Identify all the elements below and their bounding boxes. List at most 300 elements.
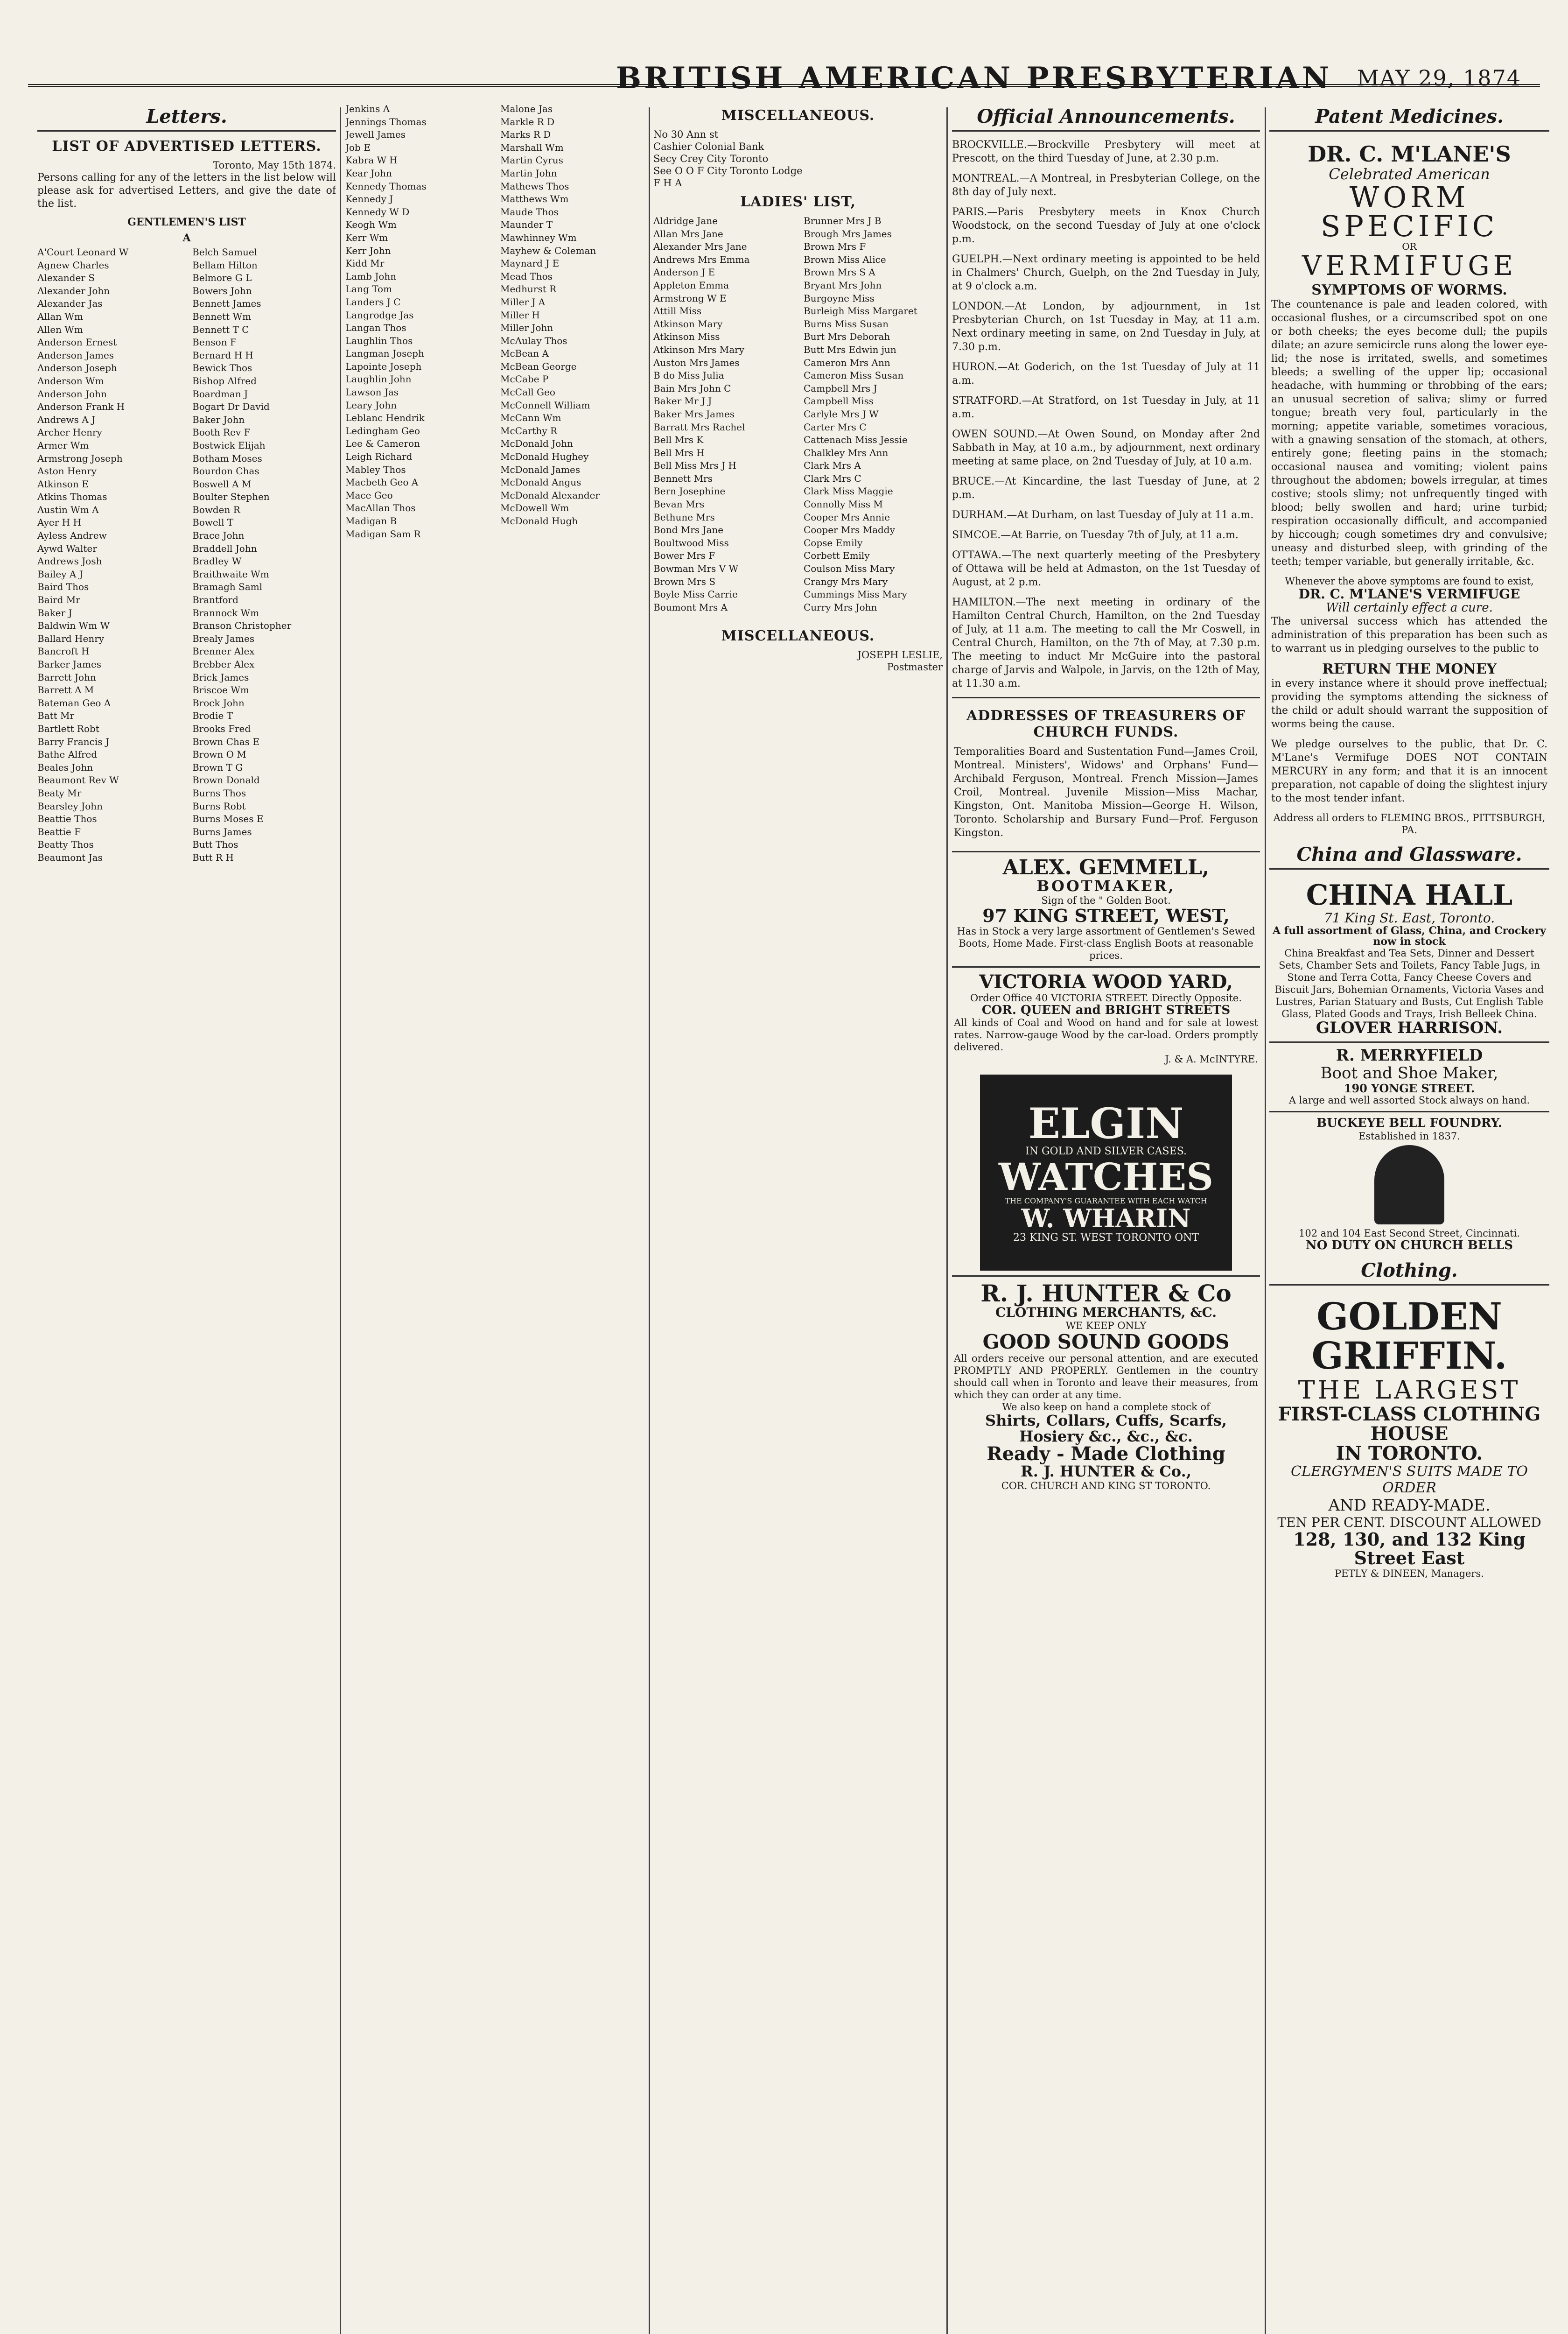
list-item: Kerr John [345,245,391,256]
list-item: Burgoyne Miss [804,292,875,304]
china-hall-ad [1269,876,1549,1041]
list-item: Attill Miss [653,305,702,317]
list-item: Armstrong W E [653,292,727,304]
list-item: Laughlin John [345,373,412,385]
list-item: F H A [653,177,682,189]
list-item: Anderson Wm [37,375,104,387]
list-item: Bathe Alfred [37,749,98,760]
list-item: Maynard J E [500,258,560,269]
mclane-verm: VERMIFUGE [1302,250,1517,282]
griffin-line-1: GOLDEN [1316,1294,1502,1339]
mclane-return: RETURN THE MONEY [1322,661,1497,678]
list-item: Mace Geo [345,489,393,501]
list-item: Lang Tom [345,283,392,295]
hunter-sub: CLOTHING MERCHANTS, &C. [995,1305,1217,1321]
list-item: Barrett John [37,671,96,683]
list-item: Ballard Henry [37,633,105,644]
list-item: Brebber Alex [192,659,255,670]
list-item: PARIS.—Paris Presbytery meets in Knox Church Woodstock, on the second Tuesday of July at one o'clock p.m. [952,206,1260,245]
list-item: Kerr Wm [345,232,388,243]
list-item: Anderson James [37,349,114,361]
list-item: Bethune Mrs [653,511,715,523]
list-item: Booth Rev F [192,427,251,438]
list-item: Boardman J [192,388,248,400]
list-item: Mead Thos [500,270,553,282]
list-item: McBean A [500,348,549,359]
list-item: Bancroft H [37,646,90,657]
list-item: Mawhinney Wm [500,232,577,243]
list-item: Brock John [192,697,245,709]
list-item: Alexander Mrs Jane [653,241,747,253]
list-item: No 30 Ann st [653,129,719,140]
gemmell-address: 97 KING STREET, WEST, [982,905,1230,926]
hunter-ad [952,1275,1260,1497]
merryfield-desc: A large and well assorted Stock always on hand. [1288,1095,1530,1106]
hunter-by: R. J. HUNTER & Co., [1021,1462,1191,1481]
list-item: Malone Jas [500,103,553,114]
list-item: Leary John [345,399,397,411]
list-item: Brannock Wm [192,607,259,619]
list-item: Bain Mrs John C [653,382,731,394]
list-item: Langman Joseph [345,348,424,359]
list-item: HAMILTON.—The next meeting in ordinary of the Hamilton Central Church, Hamilton, on the 2nd Tuesday of July, at 11 a.m. The meeting to call the Mr Coswell, in Central Church, Hamilton, on the 7th of May, at 7.30 p.m. The meeting to induct Mr McGuire into the pastoral charge of Jarvis and Walpole, in Jarvis, on the 12th of May, at 11.30 a.m. [952,597,1260,689]
watch-line-2: IN GOLD AND SILVER CASES. [1025,1146,1187,1158]
list-item: Maunder T [500,219,553,231]
list-item: Beaty Mr [37,787,82,799]
list-item: Boumont Mrs A [653,601,728,613]
list-item: Coulson Miss Mary [804,563,895,575]
list-item: Barratt Mrs Rachel [653,421,745,433]
list-item: Cooper Mrs Annie [804,511,890,523]
mclane-or: OR [1402,241,1417,253]
list-item: Atkinson Miss [653,331,720,343]
list-item: Boulter Stephen [192,491,270,503]
list-item: Brown Mrs S A [804,267,875,278]
list-item: Ayless Andrew [37,530,107,541]
list-item: Brodie T [192,710,233,722]
hunter-good: GOOD SOUND GOODS [982,1330,1230,1353]
bell-established: Established in 1837. [1358,1130,1460,1142]
buckeye-bell-ad [1269,1111,1549,1257]
list-item: McCann Wm [500,412,561,424]
list-item: Connolly Miss M [804,499,883,510]
list-item: McCall Geo [500,387,555,398]
misc-head: MISCELLANEOUS. [721,107,875,124]
gemmell-ad [952,851,1260,966]
list-item: Beaumont Rev W [37,774,119,786]
list-item: Benson F [192,337,237,348]
elgin-watches-ad [980,1075,1232,1271]
list-item: Marshall Wm [500,141,564,153]
list-item: Atkinson E [37,478,89,490]
list-item: Lamb John [345,270,397,282]
list-item: Martin John [500,167,557,179]
watch-line-3: WATCHES [999,1155,1213,1199]
list-item: Butt Thos [192,839,238,851]
treasurers-text: Temporalities Board and Sustentation Fund—James Croil, Montreal. Ministers', Widows' and Orphans' Fund—Archibald Ferguson, Montreal. French Mission—James Croil, Montreal. Juvenile Mission—Miss Machar, Kingston, Ont. Manitoba Mission—George H. Wilson, Toronto. Scholarship and Bursary Fund—Prof. Ferguson Kingston. [954,746,1258,839]
list-item: Atkinson Mrs Mary [653,344,744,355]
list-item: Anderson Joseph [37,362,117,374]
list-item: Markle R D [500,116,555,127]
mclane-pledge: We pledge ourselves to the public, that Dr. C. M'Lane's Vermifuge DOES NOT CONTAIN MERCURY in any form; and that it is an innocent preparation, not capable of doing the slightest injury to the most tender infant. [1271,738,1547,804]
list-item: Aldridge Jane [653,215,718,226]
list-item: Bailey A J [37,568,83,580]
mclane-universal: The universal success which has attended the administration of this preparation has been such as to warrant us in pledging ourselves to the public to [1271,616,1547,655]
list-item: Andrews Mrs Emma [653,253,750,265]
hunter-desc: All orders receive our personal attention, and are executed PROMPTLY AND PROPERLY. Gentlemen in the country should call when in Toronto and leave their measures, from which they can order at any time. [954,1352,1258,1400]
list-item: Cameron Mrs Ann [804,357,890,368]
list-item: Lee & Cameron [345,438,420,450]
griffin-line-3: THE LARGEST [1298,1375,1521,1405]
gemmell-desc: Has in Stock a very large assortment of Gentlemen's Sewed Boots, Home Made. First-class English Boots at reasonable prices. [957,925,1255,961]
mclane-name: DR. C. M'LANE'S [1308,141,1511,167]
list-item: Anderson John [37,388,107,400]
list-item: Kennedy J [345,193,393,205]
list-item: Alexander Jas [37,298,103,309]
list-item: Clark Mrs A [804,460,861,471]
list-item: Marks R D [500,129,551,141]
griffin-line-7: AND READY-MADE. [1328,1496,1491,1515]
list-item: Bourdon Chas [192,465,259,477]
list-item: McDowell Wm [500,502,569,514]
postmaster-signature: JOSEPH LESLIE, [857,649,943,661]
list-item: Chalkley Mrs Ann [804,447,889,458]
list-item: McCarthy R [500,425,558,436]
list-item: McConnell William [500,399,590,411]
list-item: Brown Mrs F [804,241,866,253]
list-item: Madigan Sam R [345,528,421,540]
china-name: CHINA HALL [1306,879,1513,912]
list-item: Cooper Mrs Maddy [804,524,895,536]
china-signature: GLOVER HARRISON. [1316,1018,1503,1037]
list-item: LONDON.—At London, by adjournment, in 1st Presbyterian Church, on 1st Tuesday in May, at 11 a.m. Next ordinary meeting in same, on 2nd Tuesday in July, at 7.30 p.m. [952,301,1260,353]
misc-list [653,128,943,189]
list-item: Mabley Thos [345,464,406,475]
list-item: Bell Miss Mrs J H [653,460,736,471]
wood-name: VICTORIA WOOD YARD, [979,970,1233,993]
list-item: Belmore G L [192,272,252,284]
list-item: Brealy James [192,633,255,644]
list-item: Baker John [192,414,245,425]
list-item: MONTREAL.—A Montreal, in Presbyterian College, on the 8th day of July next. [952,173,1260,198]
list-item: Burns Miss Susan [804,318,889,330]
list-item: McDonald James [500,464,581,475]
column-names-3 [653,103,943,2334]
list-item: Briscoe Wm [192,684,249,696]
list-item: Bell Mrs K [653,434,704,446]
list-item: Jewell James [345,129,406,141]
list-item: Agnew Charles [37,259,109,271]
list-item: See O O F City Toronto Lodge [653,165,803,176]
griffin-line-10: PETLY & DINEEN, Managers. [1335,1568,1484,1579]
list-item: Batt Mr [37,710,75,722]
griffin-line-8: TEN PER CENT. DISCOUNT ALLOWED [1277,1515,1541,1531]
list-item: Botham Moses [192,452,262,464]
list-item: Alexander S [37,272,95,284]
list-item: Baker Mrs James [653,408,735,420]
list-item: Anderson Frank H [37,401,125,413]
list-item: Bond Mrs Jane [653,524,724,536]
list-item: Bostwick Elijah [192,439,266,451]
names-list [37,246,336,865]
list-item: Armstrong Joseph [37,452,123,464]
list-item: DURHAM.—At Durham, on last Tuesday of July at 11 a.m. [952,509,1254,521]
list-item: Bateman Geo A [37,697,111,709]
list-item: Bewick Thos [192,362,252,374]
list-item: Copse Emily [804,537,863,548]
merryfield-address: 190 YONGE STREET. [1344,1082,1475,1096]
merryfield-ad [1269,1041,1549,1111]
list-item: Carter Mrs C [804,421,867,433]
list-item: Beattie Thos [37,813,97,825]
notices-list [952,138,1260,690]
list-item: Kennedy W D [345,206,410,218]
hunter-also: We also keep on hand a complete stock of [1002,1401,1210,1413]
griffin-line-9: 128, 130, and 132 King Street East [1293,1529,1526,1568]
list-item: Anderson Ernest [37,337,117,348]
list-item: Lawson Jas [345,387,399,398]
list-item: Boswell A M [192,478,252,490]
list-item: Kabra W H [345,155,398,166]
list-item: Kear John [345,167,392,179]
list-item: McDonald Hughey [500,451,589,463]
list-item: Brough Mrs James [804,228,892,239]
merryfield-name: R. MERRYFIELD [1336,1046,1483,1065]
list-item: Brown T G [192,761,243,773]
list-item: OTTAWA.—The next quarterly meeting of the Presbytery of Ottawa will be held at Admaston, on the 1st Tuesday of August, at 2 p.m. [952,549,1260,588]
list-item: Belch Samuel [192,246,258,258]
list-item: Beales John [37,761,93,773]
wood-signature: J. & A. McINTYRE. [1165,1053,1258,1065]
masthead-date: MAY 29, 1874 [1357,65,1521,91]
section-head-china: China and Glassware. [1269,844,1549,870]
list-item: Laughlin Thos [345,335,413,346]
watch-line-4: THE COMPANY'S GUARANTEE WITH EACH WATCH [1005,1196,1207,1206]
list-item: Bowell T [192,517,234,528]
list-item: Bevan Mrs [653,499,705,510]
list-item: Clark Miss Maggie [804,485,893,497]
list-item: Bennett Wm [192,310,252,322]
column-announcements [952,103,1260,2334]
bell-duty: NO DUTY ON CHURCH BELLS [1305,1238,1513,1252]
merryfield-trade: Boot and Shoe Maker, [1320,1064,1498,1083]
griffin-line-4: FIRST-CLASS CLOTHING HOUSE [1278,1403,1541,1445]
list-item: Miller J A [500,296,546,308]
mclane-worm: WORM SPECIFIC [1320,180,1498,244]
list-item: Brick James [192,671,249,683]
list-item: Ledingham Geo [345,425,420,436]
wood-corner: COR. QUEEN and BRIGHT STREETS [981,1003,1231,1017]
letters-subhead: LIST OF ADVERTISED LETTERS. [52,138,322,155]
list-item: Macbeth Geo A [345,477,419,488]
list-item: Appleton Emma [653,279,729,291]
list-item: Martin Cyrus [500,155,563,166]
list-item: Leblanc Hendrik [345,412,425,424]
list-item: Brown Chas E [192,736,259,747]
list-item: Burleigh Miss Margaret [804,305,917,317]
list-item: Beatty Thos [37,839,94,851]
list-item: Branson Christopher [192,620,292,632]
list-item: Brown Miss Alice [804,253,886,265]
wood-yard-ad [952,966,1260,1070]
gentlemen-list-head: GENTLEMEN'S LIST [127,216,246,228]
list-item: Madigan B [345,515,397,527]
list-item: Bernard H H [192,349,253,361]
list-item: Bern Josephine [653,485,726,497]
ladies-list-head: LADIES' LIST, [740,194,856,210]
list-item: Bower Mrs F [653,550,715,562]
list-item: Bartlett Robt [37,723,99,734]
mclane-ad [1269,138,1549,841]
hunter-shirts: Shirts, Collars, Cuffs, Scarfs, Hosiery &c., &c., &c. [985,1411,1227,1445]
list-item: Jennings Thomas [345,116,427,127]
gemmell-sign: Sign of the " Golden Boot. [1041,894,1171,906]
list-item: Medhurst R [500,283,557,295]
list-item: Aston Henry [37,465,97,477]
list-item: Boyle Miss Carrie [653,589,738,600]
wood-desc: All kinds of Coal and Wood on hand and for sale at lowest rates. Narrow-gauge Wood by the car-load. Orders promptly delivered. [954,1017,1258,1053]
list-item: Campbell Mrs J [804,382,877,394]
list-item: Austin Wm A [37,504,99,515]
list-item: Braddell John [192,542,257,554]
list-item: Butt Mrs Edwin jun [804,344,896,355]
mclane-will: DR. C. M'LANE'S VERMIFUGE [1298,586,1520,602]
list-item: Burt Mrs Deborah [804,331,890,343]
list-item: BRUCE.—At Kincardine, the last Tuesday of June, at 2 p.m. [952,476,1260,501]
list-item: Lapointe Joseph [345,360,422,372]
list-item: Jenkins A [345,103,390,114]
list-item: Bennett T C [192,323,249,335]
list-item: Beattie F [37,826,81,837]
list-item: Keogh Wm [345,219,397,231]
list-item: STRATFORD.—At Stratford, on 1st Tuesday in July, at 11 a.m. [952,395,1260,420]
list-item: Curry Mrs John [804,601,877,613]
postmaster-title: Postmaster [887,661,943,673]
list-item: Miller H [500,309,540,321]
list-item: Brown Donald [192,774,260,786]
list-item: Bramagh Saml [192,581,263,593]
list-item: Boultwood Miss [653,537,729,548]
mclane-every: in every instance where it should prove ineffectual; providing the symptoms attending the sickness of the child or adult should warrant the supposition of worms being the cause. [1271,677,1547,730]
section-head-letters: Letters. [37,105,336,132]
list-item: Barker James [37,659,102,670]
list-item: Cashier Colonial Bank [653,141,764,152]
list-item: Burns Thos [192,787,246,799]
list-item: Allen Wm [37,323,83,335]
list-item: Burns James [192,826,252,837]
list-item: Brenner Alex [192,646,255,657]
list-item: Mathews Thos [500,180,569,192]
mclane-text: The countenance is pale and leaden colored, with occasional flushes, or a circumscribed spot on one or both cheeks; the eyes become dull; the pupils dilate; an azure semicircle runs along the lower eye-lid; the nose is irritated, swells, and sometimes bleeds; a swelling of the upper lip; occasional headache, with humming or throbbing of the ears; an unusual secretion of saliva; slimy or furred tongue; breath very foul, particularly in the morning; appetite variable, sometimes voracious, with a gnawing sensation of the stomach, at others, entirely gone; fleeting pains in the stomach; occasional nausea and vomiting; violent pains throughout the abdomen; bowels irregular, at times costive; stools slimy; not unfrequently tinged with blood; belly swollen and hard; urine turbid; respiration occasionally difficult, and accompanied by hiccough; cough sometimes dry and convulsive; uneasy and disturbed sleep, with grinding of the teeth; temper variable, but generally irritable, &c. [1271,298,1547,568]
mclane-whenever: Whenever the above symptoms are found to exist, [1285,575,1534,587]
china-items: China Breakfast and Tea Sets, Dinner and Dessert Sets, Chamber Sets and Toilets, Fancy Table Jugs, in Stone and Terra Cotta, Fancy Cheese Covers and Biscuit Jars, Bohemian Ornaments, Victoria Vases and Lustres, Parian Statuary and Busts, Cut English Table Glass, Plated Goods and Trays, Irish Belleek China. [1274,947,1544,1019]
list-item: McDonald Angus [500,477,581,488]
list-item: Carlyle Mrs J W [804,408,879,420]
names-list [345,103,644,541]
griffin-line-2: GRIFFIN. [1311,1334,1507,1378]
list-item: Braithwaite Wm [192,568,269,580]
watch-line-5: W. WHARIN [1021,1203,1191,1234]
treasurers-ad [952,697,1260,851]
list-item: McBean George [500,360,577,372]
list-item: Bowden R [192,504,240,515]
list-item: Beaumont Jas [37,851,103,863]
list-item: Aywd Walter [37,542,97,554]
list-item: Baird Mr [37,594,80,606]
list-item: OWEN SOUND.—At Owen Sound, on Monday after 2nd Sabbath in May, at 10 a.m., by adjournment, next ordinary meeting at same place, on 2nd Tuesday of July, at 10 a.m. [952,429,1260,467]
list-item: Cameron Miss Susan [804,370,904,381]
list-item: Auston Mrs James [653,357,740,368]
golden-griffin-ad [1269,1292,1549,1584]
list-item: Bowman Mrs V W [653,563,739,575]
list-item: Cattenach Miss Jessie [804,434,908,446]
list-item: Baldwin Wm W [37,620,110,632]
list-item: Langrodge Jas [345,309,414,321]
list-item: Bell Mrs H [653,447,705,458]
list-item: Kidd Mr [345,258,385,269]
list-item: Cummings Miss Mary [804,589,907,600]
section-head-patent: Patent Medicines. [1269,105,1549,132]
column-rule [946,107,948,2334]
column-rule [649,107,650,2334]
mclane-sub: Celebrated American [1329,165,1490,183]
list-item: Allan Mrs Jane [653,228,723,239]
list-item: Archer Henry [37,427,102,438]
list-item: Bennett James [192,298,261,309]
names-list [653,215,943,614]
list-item: Baker Mr J J [653,395,712,407]
list-item: Corbett Emily [804,550,870,562]
list-item: Alexander John [37,285,110,296]
list-item: Secy Crey City Toronto [653,153,769,164]
gemmell-trade: BOOTMAKER, [1036,877,1176,895]
list-item: SIMCOE.—At Barrie, on Tuesday 7th of July, at 11 a.m. [952,529,1239,541]
list-item: Bryant Mrs John [804,279,882,291]
list-item: Burns Moses E [192,813,264,825]
list-item: BROCKVILLE.—Brockville Presbytery will meet at Prescott, on the third Tuesday of June, at 2.30 p.m. [952,139,1260,164]
masthead-title: BRITISH AMERICAN PRESBYTERIAN [616,61,1332,96]
list-item: Langan Thos [345,322,406,334]
griffin-line-6: CLERGYMEN'S SUITS MADE TO ORDER [1290,1463,1528,1497]
bell-address: 102 and 104 East Second Street, Cincinnati. [1299,1227,1520,1239]
list-item: Landers J C [345,296,401,308]
list-item: MacAllan Thos [345,502,416,514]
watch-line-6: 23 KING ST. WEST TORONTO ONT [1013,1232,1199,1244]
section-head-clothing: Clothing. [1269,1259,1549,1286]
list-item: Matthews Wm [500,193,569,205]
list-item: A'Court Leonard W [37,246,129,258]
list-item: Job E [345,141,371,153]
list-item: Bearsley John [37,800,103,812]
letters-dateline: Toronto, May 15th 1874. [213,160,336,171]
letters-intro: Persons calling for any of the letters in the list below will please ask for advertised Letters, and give the date of the list. [37,172,336,210]
list-item: Brown O M [192,749,246,760]
list-item: Burns Robt [192,800,246,812]
list-item: Miller John [500,322,553,334]
list-item: Armer Wm [37,439,89,451]
list-item: Maude Thos [500,206,559,218]
list-item: McCabe P [500,373,549,385]
letter-heading: A [182,232,191,244]
list-item: Butt R H [192,851,234,863]
list-item: Bradley W [192,555,242,567]
list-item: GUELPH.—Next ordinary meeting is appointed to be held in Chalmers' Church, Guelph, on the 2nd Tuesday in July, at 9 o'clock a.m. [952,253,1260,292]
list-item: Leigh Richard [345,451,413,463]
wood-office: Order Office 40 VICTORIA STREET. Directly Opposite. [970,992,1242,1004]
list-item: Brace John [192,530,245,541]
list-item: Brantford [192,594,238,606]
treasurers-head: ADDRESSES OF TREASURERS OF CHURCH FUNDS. [966,708,1246,740]
